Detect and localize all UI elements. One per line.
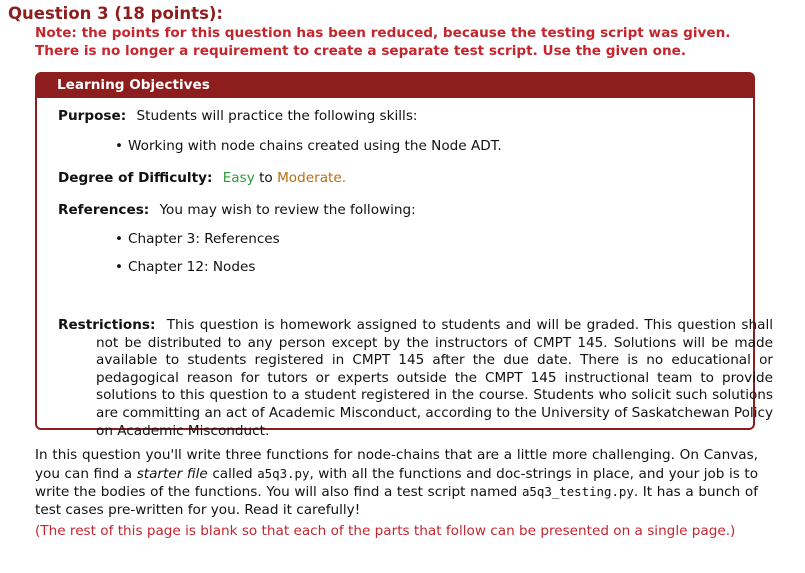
restrictions-paragraph: [58, 317, 773, 440]
restrictions-label: Restrictions:: [58, 317, 156, 333]
bullet-dot: •: [115, 138, 124, 154]
testing-filename: a5q3_testing.py: [521, 484, 634, 500]
difficulty-label: Degree of Difficulty:: [58, 170, 213, 186]
difficulty-to: to: [259, 170, 273, 186]
intro-text: In this question you'll write three functions for node-chains that are a little more challenging. On Canvas, you can find a: [35, 447, 758, 482]
bullet-text: Chapter 3: References: [128, 231, 280, 247]
blank-page-note: (The rest of this page is blank so that each of the parts that follow can be presented on a single page.): [35, 523, 736, 539]
difficulty-row: [58, 170, 346, 188]
reference-bullet: [115, 231, 280, 249]
purpose-row: [58, 108, 417, 126]
difficulty-end: .: [341, 170, 347, 186]
points-note: Note: the points for this question has been reduced, because the testing script was given. There is no longer a requirement to create a separate test script. Use the given one.: [35, 25, 731, 59]
references-text: You may wish to review the following:: [159, 202, 416, 218]
bullet-dot: •: [115, 231, 124, 247]
references-label: References:: [58, 202, 150, 218]
reference-bullet: [115, 259, 255, 277]
intro-text: , with all the functions and doc-strings in place, and your job is to write the bodies of the functions. You will also find a test script named: [35, 465, 759, 501]
purpose-text: Students will practice the following skills:: [136, 108, 418, 124]
starter-filename: a5q3.py: [257, 465, 310, 481]
bullet-text: Working with node chains created using the Node ADT.: [128, 138, 502, 154]
purpose-bullet: [115, 138, 502, 156]
restrictions-text: This question is homework assigned to students and will be graded. This question shall not be distributed to any person except by the instructors of CMPT 145. Solutions will be made available to students registered in CMPT 145 after the due date. There is no educational or pedagogical reason for tutors or experts outside the CMPT 145 instructional team to provide solutions to this question to a student registered in the course. Students who solicit such solutions are committing an act of Academic Misconduct, according to the University of Saskatchewan Policy on Academic Misconduct.: [96, 317, 773, 439]
learning-objectives-box: [35, 72, 773, 439]
intro-text: . It has a bunch of test cases pre-written for you. Read it carefully!: [35, 484, 758, 518]
difficulty-moderate: Moderate: [277, 170, 342, 186]
learning-objectives-header: Learning Objectives: [37, 74, 753, 98]
intro-text: called: [212, 465, 253, 482]
bullet-text: Chapter 12: Nodes: [128, 259, 256, 275]
references-row: [58, 202, 416, 220]
intro-paragraph: [35, 447, 758, 519]
question-title: Question 3 (18 points):: [8, 4, 224, 23]
difficulty-easy: Easy: [222, 170, 255, 186]
starter-file-term: starter file: [136, 465, 208, 482]
purpose-label: Purpose:: [58, 108, 127, 124]
bullet-dot: •: [115, 259, 124, 275]
